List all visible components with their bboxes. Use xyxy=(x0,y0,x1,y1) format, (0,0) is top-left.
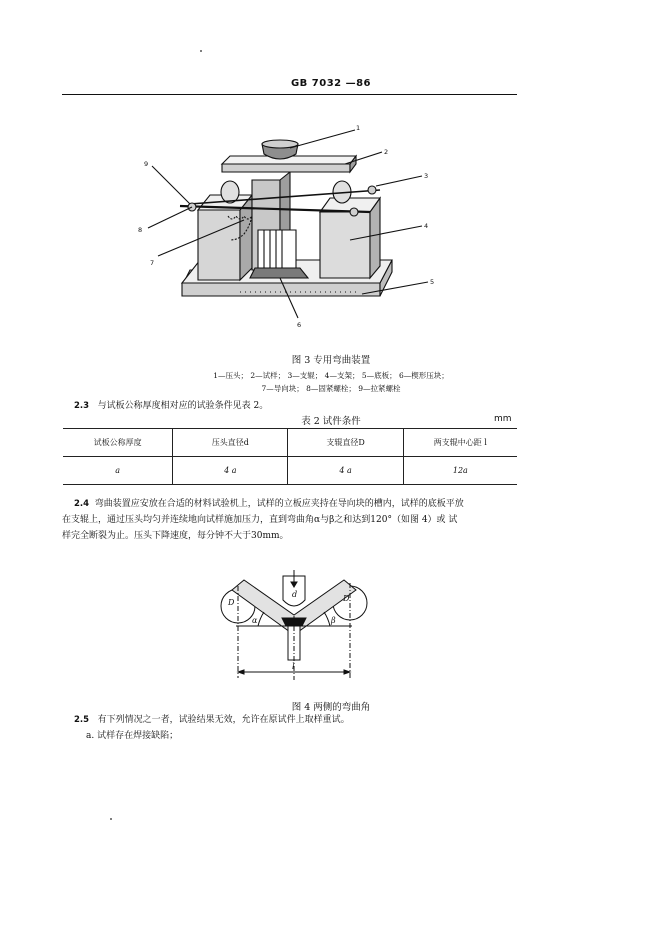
label-beta: β xyxy=(331,616,336,625)
table-header-cell: 两支辊中心距 l xyxy=(403,429,517,457)
callout-6: 6 xyxy=(297,321,302,329)
callout-3: 3 xyxy=(424,172,429,180)
section-text: 有下列情况之一者，试验结果无效，允许在原试件上取样重试。 xyxy=(97,715,350,725)
section-number: 2.5 xyxy=(74,715,90,725)
table-2-title: 表 2 试件条件 xyxy=(301,416,361,427)
table-header-cell: 支辊直径D xyxy=(288,429,403,457)
callout-7: 7 xyxy=(150,259,155,267)
left-support xyxy=(198,210,240,280)
section-text: 与试板公称厚度相对应的试验条件见表 2。 xyxy=(97,401,269,411)
callout-1: 1 xyxy=(356,124,361,132)
callout-8: 8 xyxy=(138,226,143,234)
wedge-block xyxy=(250,268,308,278)
table-cell: 4 a xyxy=(288,457,403,485)
table-row xyxy=(63,457,517,485)
table-2 xyxy=(63,428,517,485)
callout-9: 9 xyxy=(144,160,149,168)
callout-4: 4 xyxy=(424,222,429,230)
section-number: 2.3 xyxy=(74,401,90,411)
section-2-5-item-a: a. 试样存在焊接缺陷； xyxy=(86,731,179,741)
scan-speck xyxy=(110,818,112,820)
table-header-row xyxy=(63,429,517,457)
section-2-4 xyxy=(62,496,524,544)
table-cell: a xyxy=(63,457,173,485)
table-2-unit: mm xyxy=(494,414,512,424)
section-2-5 xyxy=(74,712,350,728)
table-header-cell: 试板公称厚度 xyxy=(63,429,173,457)
callout-5: 5 xyxy=(430,278,435,286)
label-d: d xyxy=(292,590,298,599)
callout-2: 2 xyxy=(384,148,389,156)
label-alpha: α xyxy=(252,616,258,625)
label-l: l xyxy=(292,662,295,671)
figure-4-caption: 图 4 两侧的弯曲角 xyxy=(291,702,371,713)
right-support xyxy=(320,212,370,278)
section-line-3: 样完全断裂为止。压头下降速度，每分钟不大于30mm。 xyxy=(62,531,289,541)
table-header-cell: 压头直径d xyxy=(173,429,288,457)
label-D-left: D xyxy=(228,598,235,607)
scan-speck xyxy=(200,50,202,52)
figure-3-caption: 图 3 专用弯曲装置 xyxy=(291,355,371,366)
header-rule xyxy=(62,94,517,95)
section-line-1: 弯曲装置应安放在合适的材料试验机上，试样的立板应夹持在导向块的槽内，试样的底板平放 xyxy=(94,499,464,509)
section-number: 2.4 xyxy=(74,499,90,509)
table-cell: 12a xyxy=(403,457,517,485)
section-line-2: 在支辊上，通过压头均匀并连续地向试样施加压力，直到弯曲角α与β之和达到120°（如图 4）或 试 xyxy=(62,515,458,525)
page-header: GB 7032 —86 xyxy=(290,78,372,89)
label-D-right: D xyxy=(343,594,350,603)
left-roller xyxy=(221,181,239,203)
base-plate-front xyxy=(182,283,380,296)
specimen-plate xyxy=(222,164,350,172)
figure-3-legend-line2: 7—导向块； 8—固紧螺栓； 9—拉紧螺栓 xyxy=(261,384,401,393)
figure-3-bending-device xyxy=(130,120,450,340)
section-2-3 xyxy=(74,398,268,414)
table-cell: 4 a xyxy=(173,457,288,485)
figure-3-legend-line1: 1—压头； 2—试样； 3—支辊； 4—支架； 5—底板； 6—楔形压块； xyxy=(213,371,449,380)
figure-4-bending-angles xyxy=(210,570,380,685)
